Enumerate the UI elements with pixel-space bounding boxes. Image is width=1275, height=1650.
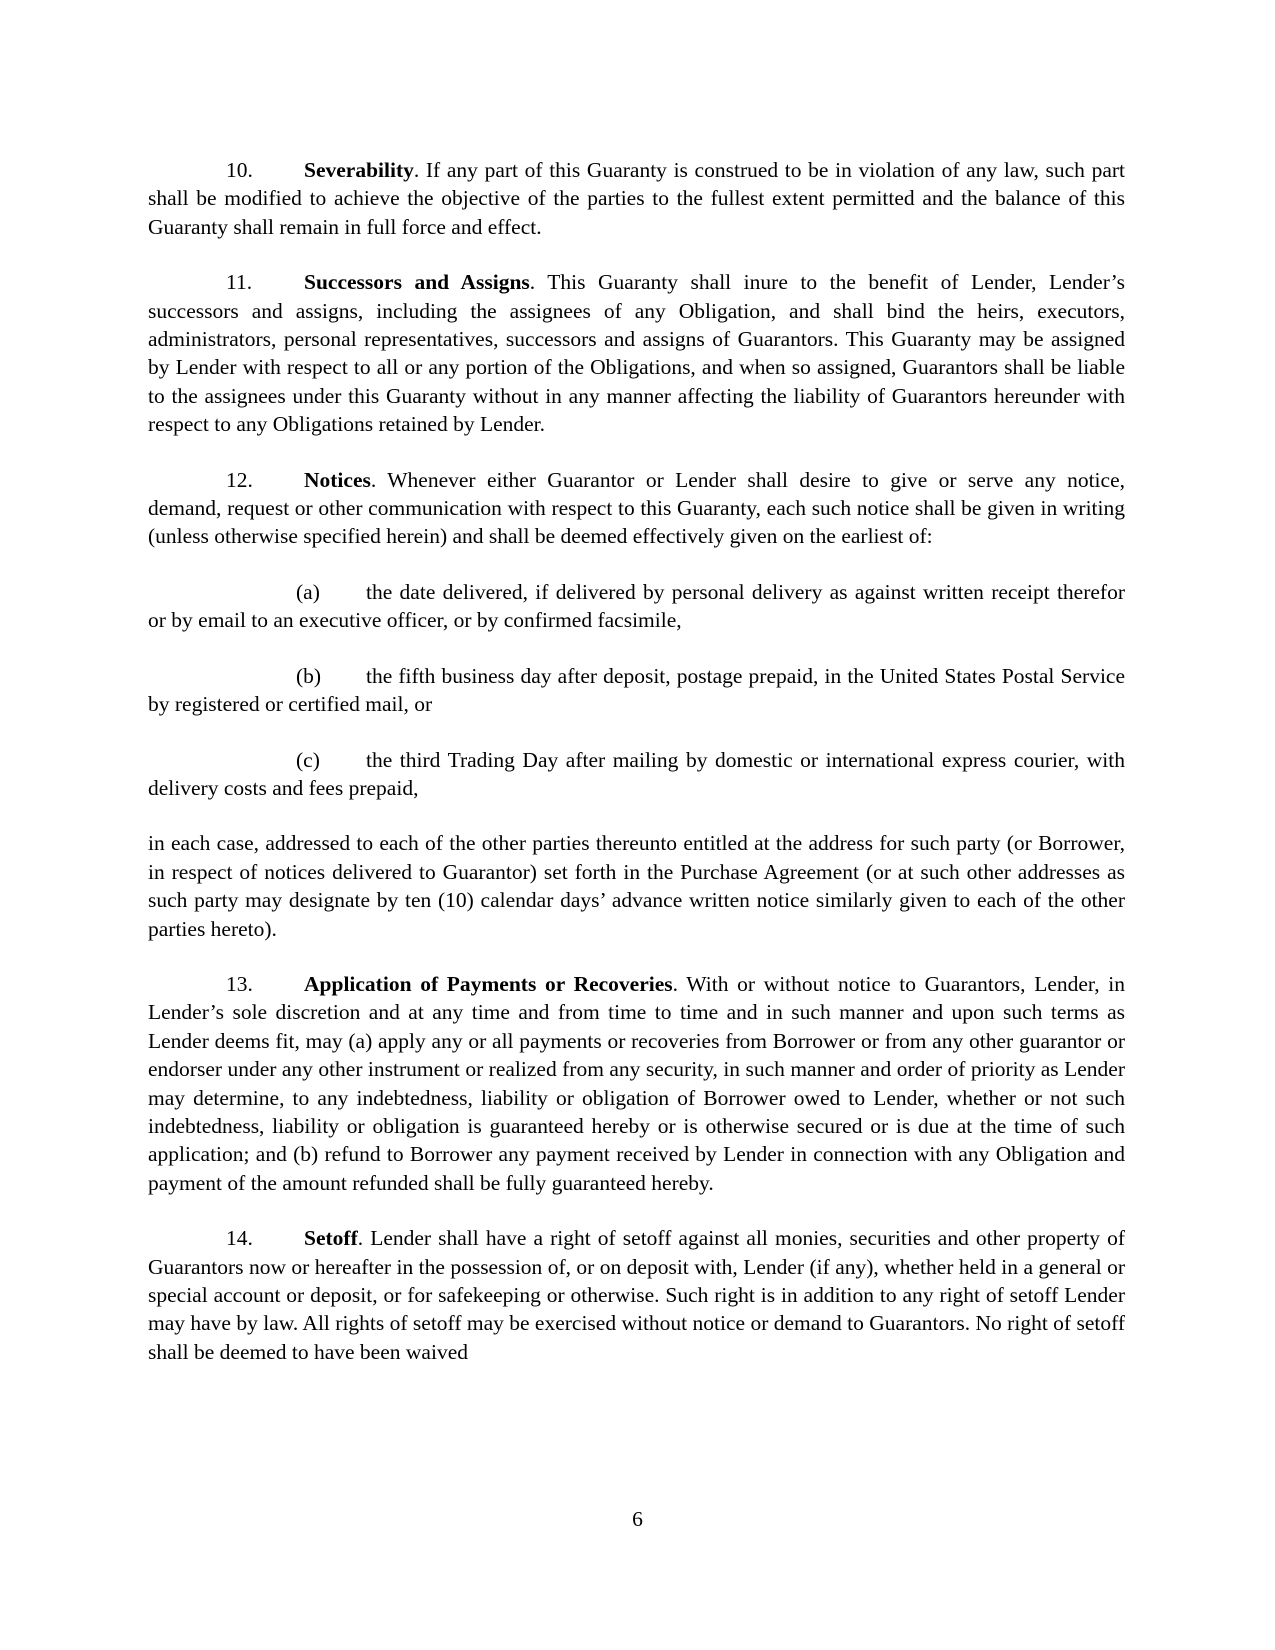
section-successors-and-assigns xyxy=(148,268,1125,438)
section-number: 13. xyxy=(226,971,253,996)
notice-item-text: the fifth business day after deposit, postage prepaid, in the United States Postal Service by registered or certified mail, or xyxy=(148,663,1125,717)
section-number: 10. xyxy=(226,158,253,182)
section-number: 12. xyxy=(226,467,253,492)
section-number: 14. xyxy=(226,1226,253,1251)
section-body: . Whenever either Guarantor or Lender shall desire to give or serve any notice, demand, request or other communication with respect to this Guaranty, each such notice shall be given in writing (unless otherwise specified herein) and shall be deemed effectively given on the earliest of: xyxy=(148,467,1125,549)
section-body: . With or without notice to Guarantors, Lender, in Lender’s sole discretion and at any time and from time to time and in such manner and upon such terms as Lender deems fit, may (a) apply any or all payments or recoveries from Borrower or from any other guarantor or endorser under any other instrument or realized from any security, in such manner and order of priority as Lender may determine, to any indebtedness, liability or obligation of Borrower owed to Lender, whether or not such indebtedness, liability or obligation is guaranteed hereby or is otherwise secured or is due at the time of such application; and (b) refund to Borrower any payment received by Lender in connection with any Obligation and payment of the amount refunded shall be fully guaranteed hereby. xyxy=(148,971,1125,1195)
notice-item-text: the third Trading Day after mailing by domestic or international express courier, with delivery costs and fees prepaid, xyxy=(148,747,1125,800)
section-application-of-payments xyxy=(148,970,1125,1197)
section-body: . This Guaranty shall inure to the benefit of Lender, Lender’s successors and assigns, including the assignees of any Obligation, and shall bind the heirs, executors, administrators, personal representatives, successors and assigns of Guarantors. This Guaranty may be assigned by Lender with respect to all or any portion of the Obligations, and when so assigned, Guarantors shall be liable to the assignees under this Guaranty without in any manner affecting the liability of Guarantors hereunder with respect to any Obligations retained by Lender. xyxy=(148,270,1125,437)
notice-item-a xyxy=(148,578,1125,635)
section-heading: Application of Payments or Recoveries xyxy=(304,971,673,996)
notice-item-label: (a) xyxy=(296,579,320,604)
section-heading: Severability xyxy=(304,158,414,182)
section-severability xyxy=(148,156,1125,241)
section-heading: Successors and Assigns xyxy=(304,270,530,295)
notices-closing-paragraph: in each case, addressed to each of the other parties thereunto entitled at the address for such party (or Borrower, in respect of notices delivered to Guarantor) set forth in the Purchase Agreement (or at such other addresses as such party may designate by ten (10) calendar days’ advance written notice similarly given to each of the other parties hereto). xyxy=(148,831,1125,941)
section-number: 11. xyxy=(226,270,253,295)
page-number: 6 xyxy=(632,1507,643,1531)
section-setoff xyxy=(148,1224,1125,1366)
section-heading: Setoff xyxy=(304,1226,358,1251)
section-body: . If any part of this Guaranty is construed to be in violation of any law, such part shall be modified to achieve the objective of the parties to the fullest extent permitted and the balance of this Guaranty shall remain in full force and effect. xyxy=(148,158,1125,239)
notice-item-b xyxy=(148,662,1125,719)
notice-item-label: (b) xyxy=(296,663,322,688)
document-page xyxy=(148,156,1125,1393)
notice-item-c xyxy=(148,746,1125,803)
section-notices xyxy=(148,466,1125,551)
notice-item-label: (c) xyxy=(296,747,320,772)
notice-item-text: the date delivered, if delivered by personal delivery as against written receipt therefor or by email to an executive officer, or by confirmed facsimile, xyxy=(148,579,1125,633)
section-heading: Notices xyxy=(304,467,371,492)
section-body: . Lender shall have a right of setoff against all monies, securities and other property of Guarantors now or hereafter in the possession of, or on deposit with, Lender (if any), whether held in a general or special account or deposit, or for safekeeping or otherwise. Such right is in addition to any right of setoff Lender may have by law. All rights of setoff may be exercised without notice or demand to Guarantors. No right of setoff shall be deemed to have been waived xyxy=(148,1226,1126,1364)
